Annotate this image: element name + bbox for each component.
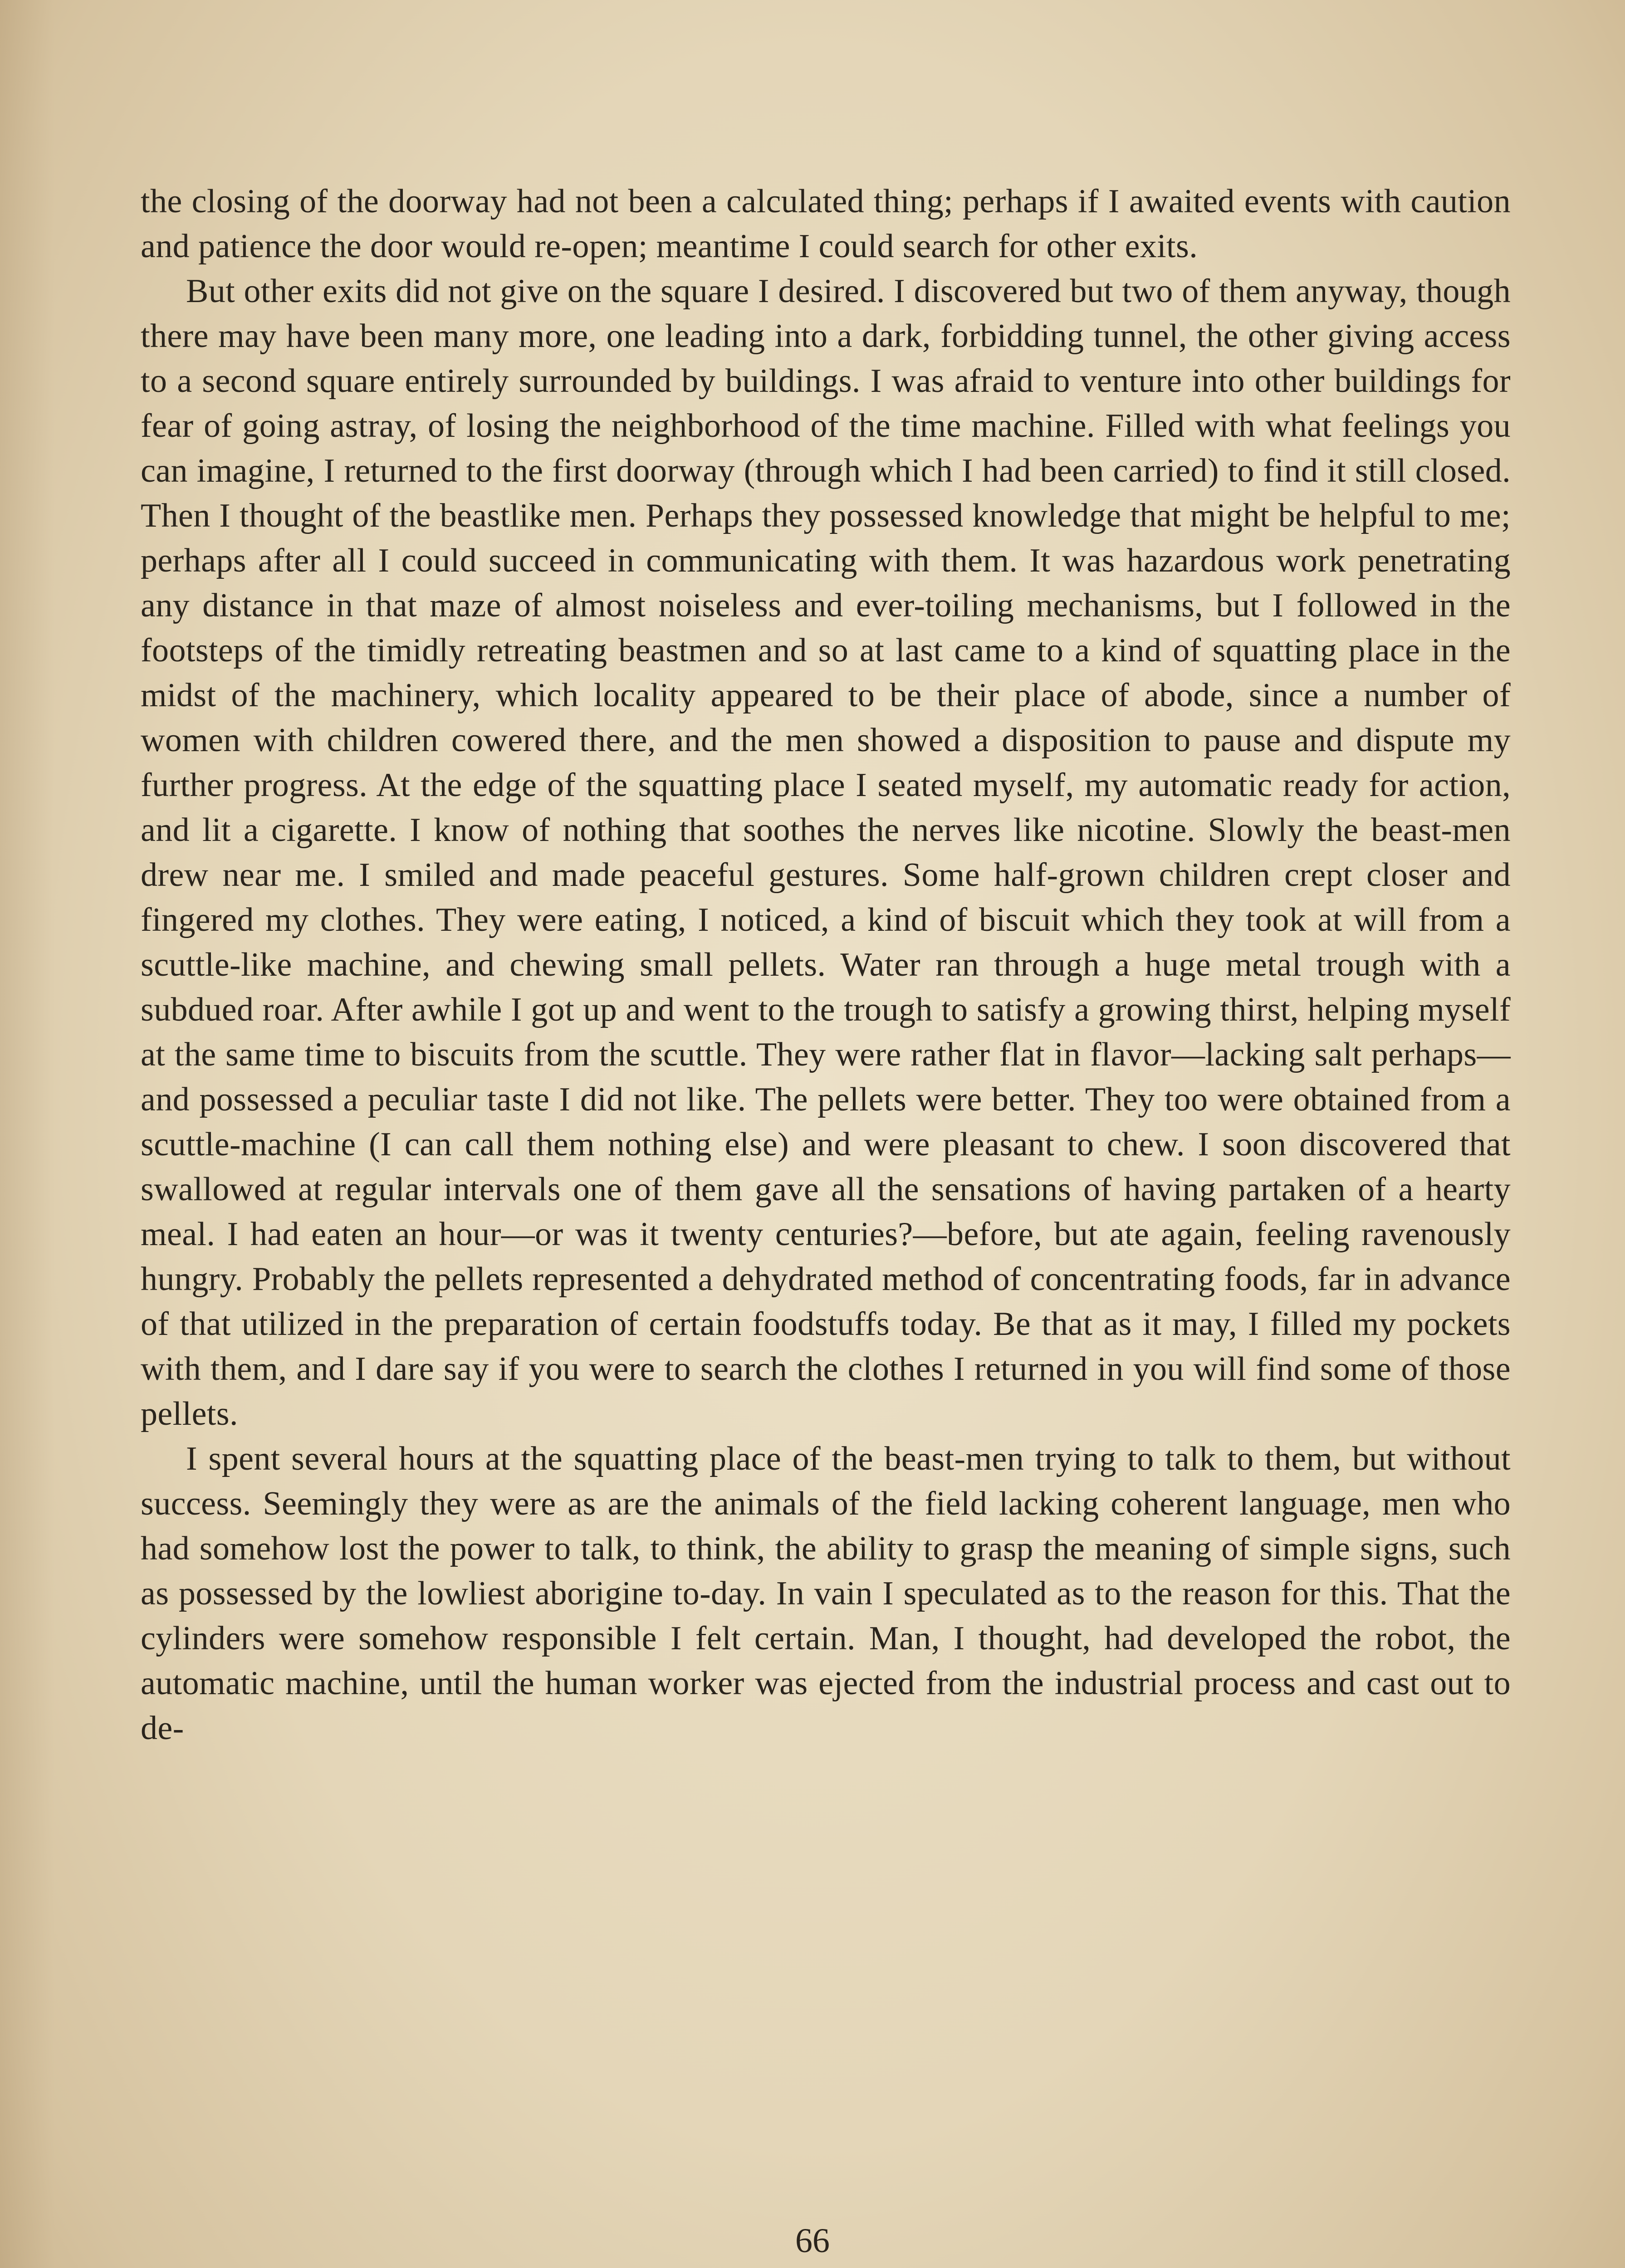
paragraph-1: the closing of the doorway had not been a calculated thing; perhaps if I awaited events with caution and patience the door would re-open; meantime I could search for other exits.: [141, 183, 1511, 265]
page-number: 66: [795, 2222, 830, 2260]
body-text: [141, 179, 1511, 1751]
page-edge-shading: [0, 0, 54, 2268]
paragraph-2: But other exits did not give on the square I desired. I discovered but two of them anyway, though there may have been many more, one leading into a dark, forbidding tunnel, the other giving access to a second square entirely surrounded by buildings. I was afraid to venture into other buildings for fear of going astray, of losing the neighborhood of the time machine. Filled with what feelings you can imagine, I returned to the first doorway (through which I had been carried) to find it still closed. Then I thought of the beastlike men. Perhaps they possessed knowledge that might be helpful to me; perhaps after all I could succeed in communicating with them. It was hazardous work penetrating any distance in that maze of almost noiseless and ever-toiling mechanisms, but I followed in the footsteps of the timidly retreating beastmen and so at last came to a kind of squatting place in the midst of the machinery, which locality appeared to be their place of abode, since a number of women with children cowered there, and the men showed a disposition to pause and dispute my further progress. At the edge of the squatting place I seated myself, my automatic ready for action, and lit a cigarette. I know of nothing that soothes the nerves like nicotine. Slowly the beast-men drew near me. I smiled and made peaceful gestures. Some half-grown children crept closer and fingered my clothes. They were eating, I noticed, a kind of biscuit which they took at will from a scuttle-like machine, and chewing small pellets. Water ran through a huge metal trough with a subdued roar. After awhile I got up and went to the trough to satisfy a growing thirst, helping myself at the same time to biscuits from the scuttle. They were rather flat in flavor—lacking salt perhaps—and possessed a peculiar taste I did not like. The pellets were better. They too were obtained from a scuttle-machine (I can call them nothing else) and were pleasant to chew. I soon discovered that swallowed at regular intervals one of them gave all the sensations of having partaken of a hearty meal. I had eaten an hour—or was it twenty centuries?—before, but ate again, feeling ravenously hungry. Probably the pellets represented a dehydrated method of concentrating foods, far in advance of that utilized in the preparation of certain foodstuffs today. Be that as it may, I filled my pockets with them, and I dare say if you were to search the clothes I returned in you will find some of those pellets.: [141, 273, 1511, 1432]
paragraph-3: I spent several hours at the squatting place of the beast-men trying to talk to them, but without success. Seemingly they were as are the animals of the field lacking coherent language, men who had somehow lost the power to talk, to think, the ability to grasp the meaning of simple signs, such as possessed by the lowliest aborigine to-day. In vain I speculated as to the reason for this. That the cylinders were somehow responsible I felt certain. Man, I thought, had developed the robot, the automatic machine, until the human worker was ejected from the industrial process and cast out to de-: [141, 1440, 1511, 1747]
